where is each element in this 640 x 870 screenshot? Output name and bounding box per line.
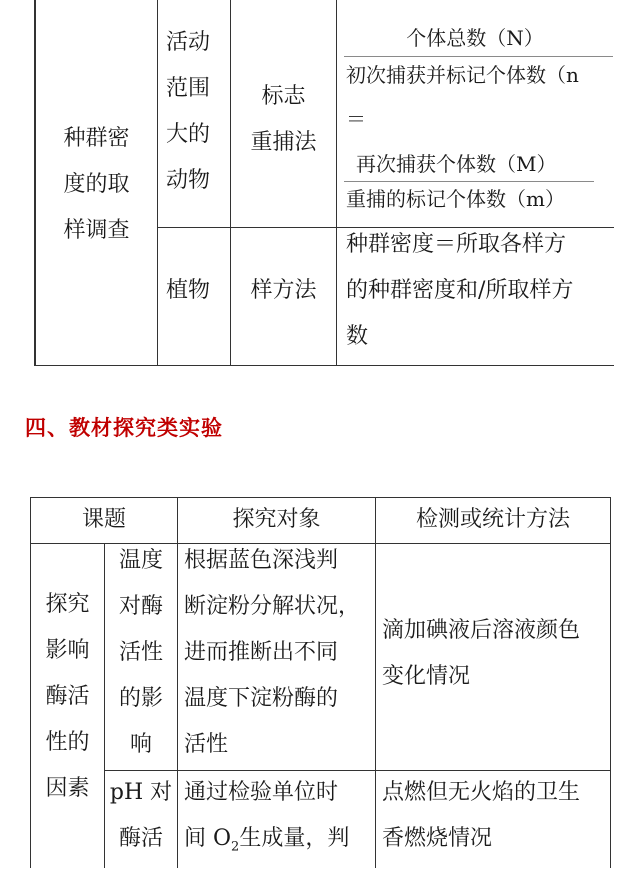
object-ph-line2-suffix: 生成量，判: [239, 826, 350, 851]
object-ph-line2-prefix: 间 O: [184, 826, 232, 851]
method-incense-test: 点燃但无火焰的卫生 香燃烧情况: [382, 780, 581, 851]
row-header-density-sampling: 种群密 度的取 样调查: [63, 126, 130, 243]
header-object: 探究对象: [232, 507, 321, 532]
formula-denominator-first-capture: 初次捕获并标记个体数（n: [346, 63, 579, 87]
table2-right-border: [610, 497, 611, 868]
formula-equals-sign: ＝: [346, 107, 366, 131]
table2-divider-method: [375, 497, 376, 868]
oxygen-subscript: 2: [231, 839, 240, 855]
target-large-animals: 活动 范围 大的 动物: [166, 30, 211, 193]
formula-numerator-total: 个体总数（N）: [406, 26, 544, 50]
table1-divider-1: [157, 0, 158, 366]
header-topic: 课题: [81, 507, 126, 532]
object-ph-line2: [184, 816, 374, 870]
table1-divider-3: [336, 0, 337, 366]
method-iodine-test: 滴加碘液后溶液颜色 变化情况: [382, 618, 581, 689]
table2-divider-object: [177, 497, 178, 868]
object-ph-line1: 通过检验单位时: [184, 780, 339, 805]
header-method: 检测或统计方法: [415, 507, 570, 532]
formula-denominator-marked-recapture: 重捕的标记个体数（m）: [346, 187, 565, 211]
factor-ph: pH 对 酶活: [109, 780, 173, 851]
table1-bottom-border: [34, 365, 614, 366]
method-quadrat: 样方法: [250, 278, 317, 303]
object-temperature: 根据蓝色深浅判 断淀粉分解状况， 进而推断出不同 温度下淀粉酶的 活性: [184, 548, 361, 757]
formula-numerator-recapture: 再次捕获个体数（M）: [356, 152, 557, 176]
method-mark-recapture: 标志 重捕法: [250, 84, 317, 155]
target-plants: 植物: [166, 278, 211, 303]
formula-quadrat-density: 种群密度＝所取各样方 的种群密度和/所取样方 数: [346, 232, 574, 349]
section-title: 四、教材探究类实验: [25, 416, 223, 440]
topic-enzyme-activity-factors: 探究 影响 酶活 性的 因素: [45, 592, 90, 801]
factor-temperature: 温度 对酶 活性 的影 响: [118, 548, 163, 757]
